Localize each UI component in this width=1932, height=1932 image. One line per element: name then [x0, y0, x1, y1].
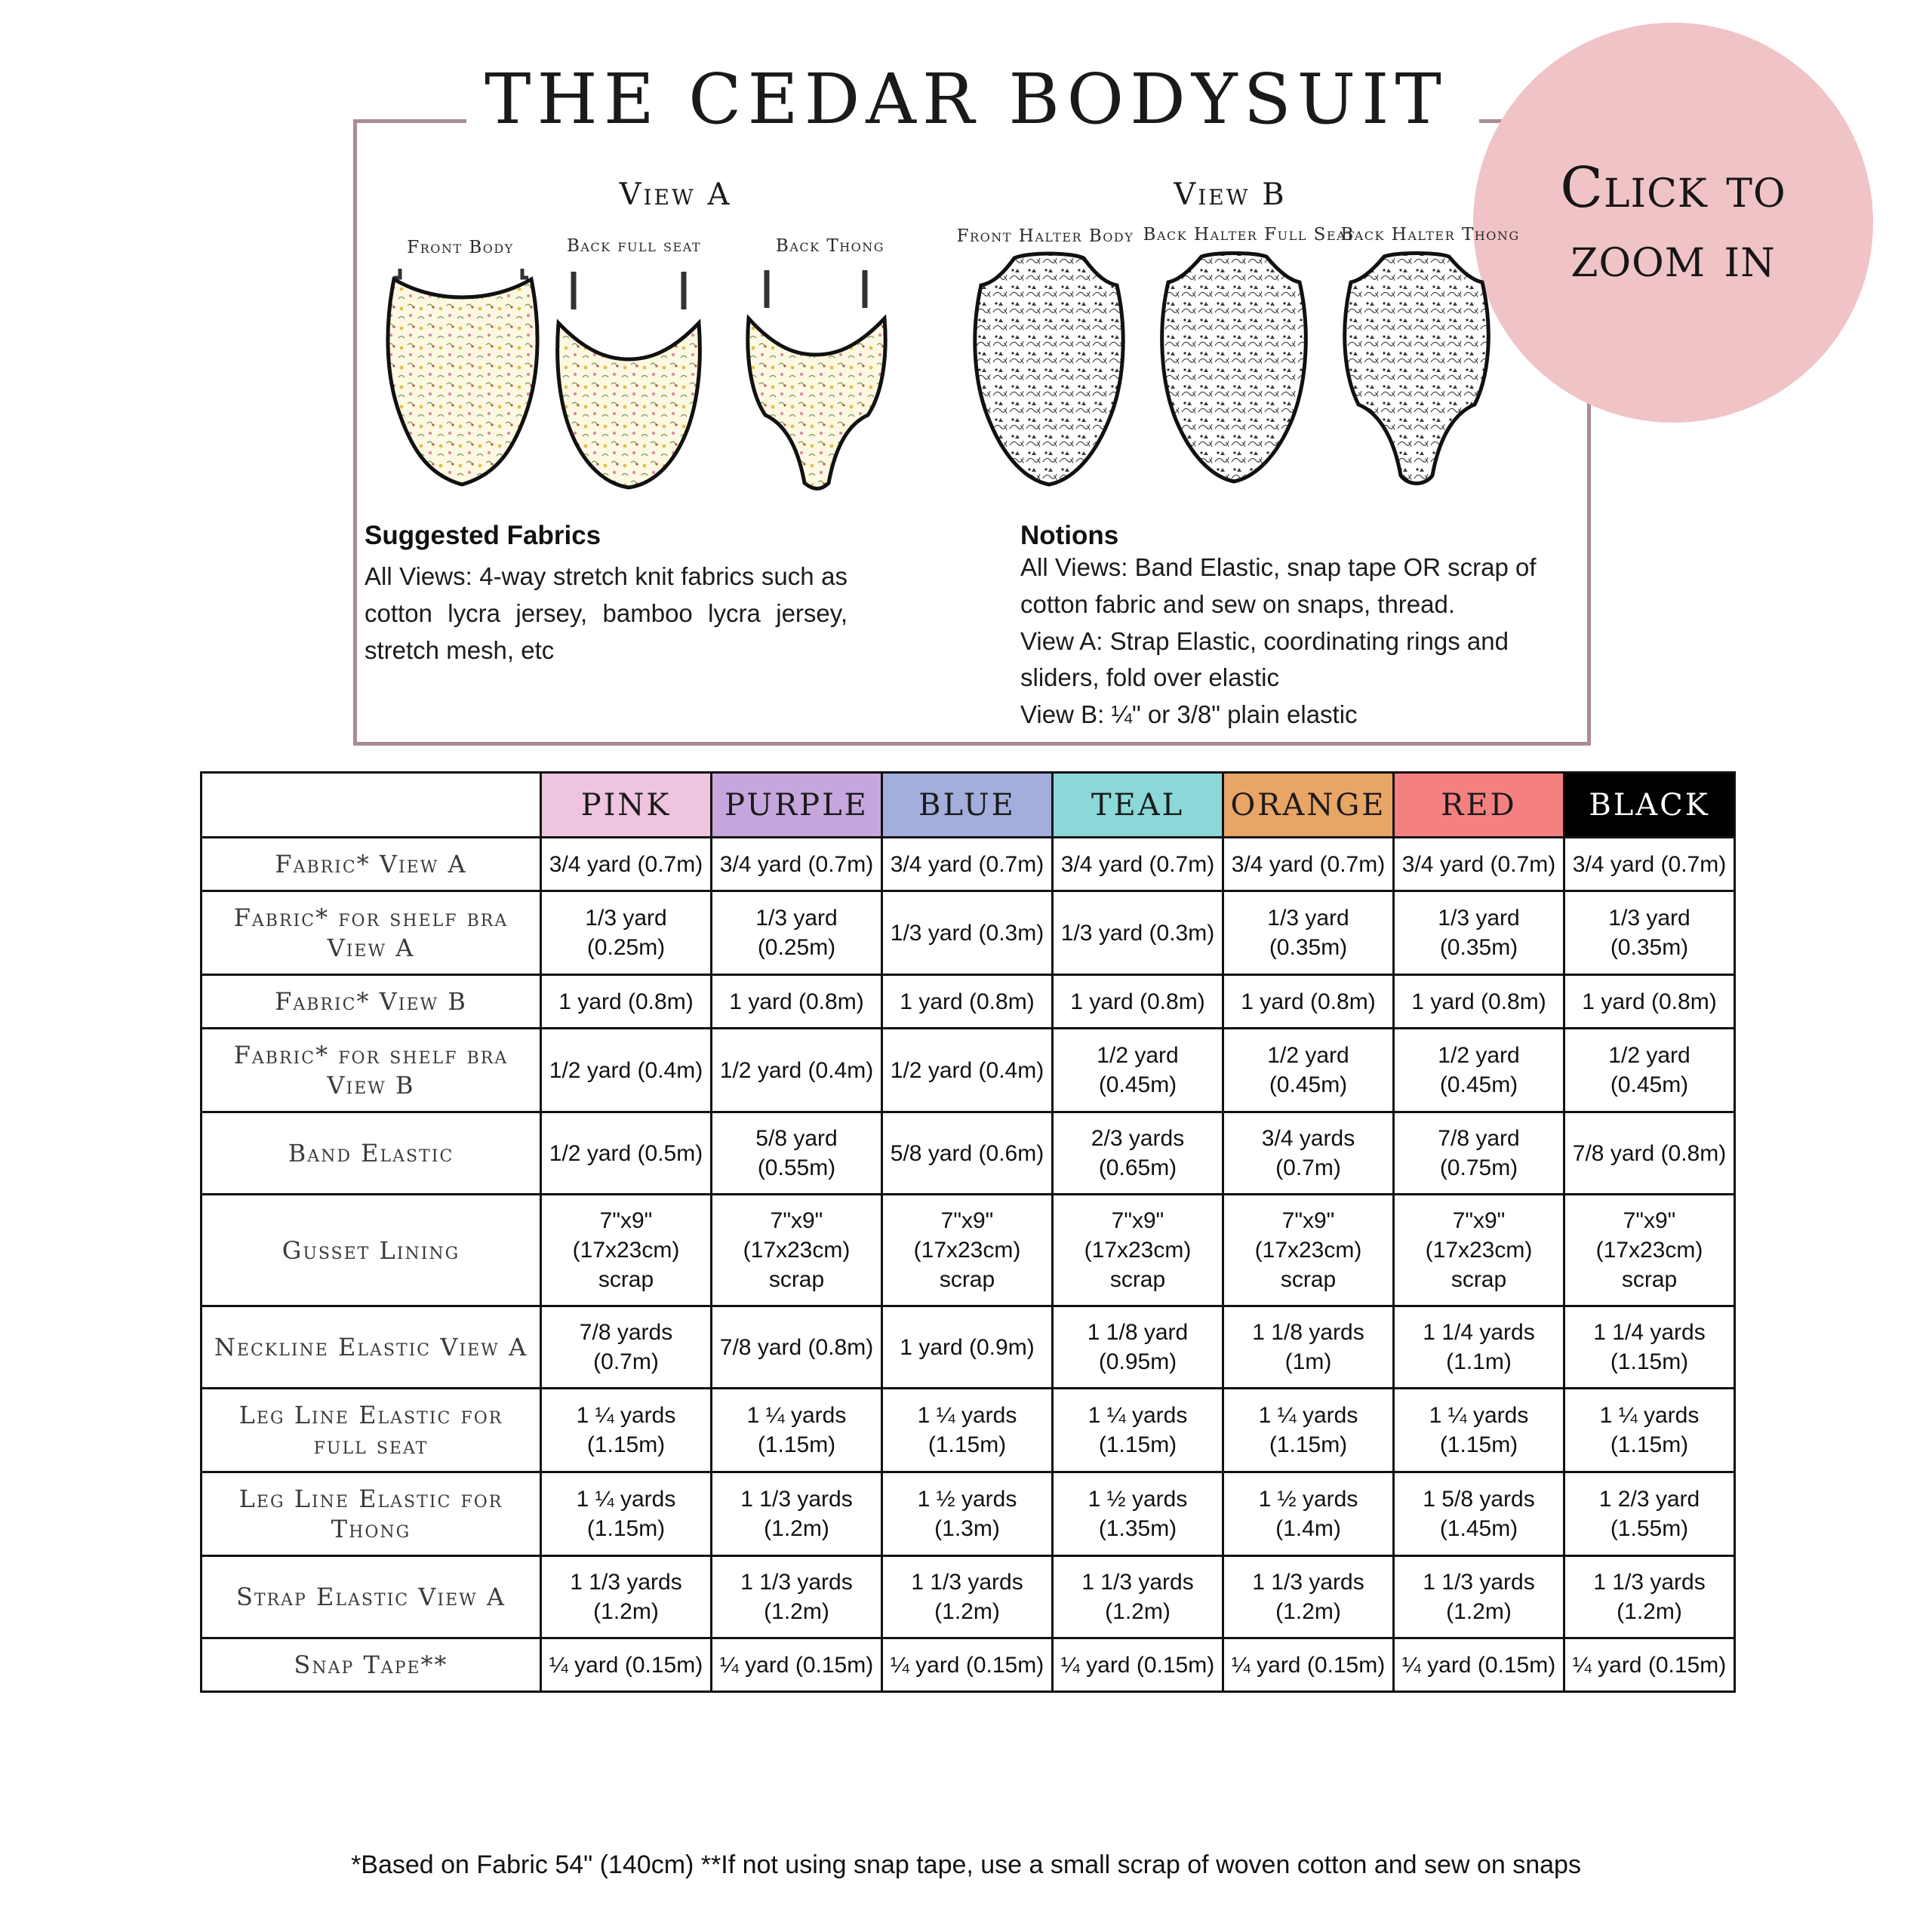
click-to-zoom-badge[interactable] [1473, 23, 1873, 423]
figure-label-back-halter-thong: Back Halter Thong [1340, 225, 1520, 245]
table-cell: 1/2 yard (0.45m) [1053, 1029, 1223, 1112]
table-row [202, 1638, 1735, 1692]
table-cell: 1 1/8 yard (0.95m) [1053, 1306, 1223, 1389]
table-cell: 1 ¼ yards (1.15m) [712, 1389, 882, 1472]
footnote: *Based on Fabric 54" (140cm) **If not using snap tape, use a small scrap of woven cotton and sew on snaps [351, 1850, 1581, 1879]
illustration-back-full-seat [542, 264, 715, 491]
table-cell: 5/8 yard (0.6m) [882, 1112, 1053, 1195]
table-cell: 1 yard (0.8m) [541, 975, 712, 1029]
row-header: Snap Tape** [202, 1638, 541, 1692]
table-cell: 1 ½ yards (1.3m) [882, 1472, 1053, 1556]
table-cell: 1 ½ yards (1.4m) [1223, 1472, 1394, 1556]
figure-label-back-full-seat: Back full seat [566, 236, 702, 256]
table-cell: 2/3 yards (0.65m) [1053, 1112, 1223, 1195]
table-cell: 7"x9" (17x23cm) scrap [1223, 1195, 1394, 1306]
row-header: Strap Elastic View A [202, 1556, 541, 1638]
table-cell: 1 yard (0.8m) [712, 975, 882, 1029]
table-cell: 3/4 yard (0.7m) [1053, 838, 1223, 891]
table-cell: 3/4 yard (0.7m) [882, 838, 1053, 891]
table-cell: 3/4 yard (0.7m) [1564, 838, 1735, 891]
notions-line-view-a: View A: Strap Elastic, coordinating rings and sliders, fold over elastic [1020, 626, 1509, 692]
table-cell: 1/3 yard (0.35m) [1564, 891, 1735, 975]
table-cell: 1 1/4 yards (1.1m) [1394, 1306, 1564, 1389]
table-cell: 1 yard (0.8m) [1053, 975, 1223, 1029]
column-header-pink: PINK [541, 773, 712, 838]
table-cell: 1 1/3 yards (1.2m) [1223, 1556, 1394, 1638]
table-cell: 1 5/8 yards (1.45m) [1394, 1472, 1564, 1556]
notions-heading: Notions [1020, 521, 1119, 550]
table-cell: 1/2 yard (0.4m) [882, 1029, 1053, 1112]
illustration-back-halter-thong [1330, 249, 1503, 491]
table-cell: 1/3 yard (0.3m) [1053, 891, 1223, 975]
figure-label-back-thong: Back Thong [775, 236, 885, 256]
table-cell: 7"x9" (17x23cm) scrap [1394, 1195, 1564, 1306]
table-cell: 1/2 yard (0.4m) [712, 1029, 882, 1112]
row-header: Neckline Elastic View A [202, 1306, 541, 1389]
row-header: Fabric* View A [202, 838, 541, 891]
table-row [202, 891, 1735, 975]
table-cell: 1/2 yard (0.45m) [1564, 1029, 1735, 1112]
column-header-orange: ORANGE [1223, 773, 1394, 838]
illustration-front-body [377, 264, 551, 491]
table-cell: 1/3 yard (0.35m) [1223, 891, 1394, 975]
table-row [202, 975, 1735, 1029]
row-header: Fabric* for shelf bra View B [202, 1029, 541, 1112]
table-cell: 1 ¼ yards (1.15m) [1053, 1389, 1223, 1472]
figure-label-back-halter-full-seat: Back Halter Full Seat [1143, 225, 1355, 245]
illustration-back-halter-full-seat [1147, 249, 1321, 491]
table-cell: 1 ¼ yards (1.15m) [1223, 1389, 1394, 1472]
table-cell: 7/8 yard (0.8m) [1564, 1112, 1735, 1195]
table-cell: 1 1/3 yards (1.2m) [712, 1472, 882, 1556]
notions-body [1020, 549, 1564, 734]
table-cell: 1 ¼ yards (1.15m) [541, 1389, 712, 1472]
table-cell: 1/3 yard (0.25m) [712, 891, 882, 975]
table-cell: 1 yard (0.8m) [1564, 975, 1735, 1029]
row-header: Leg Line Elastic for full seat [202, 1389, 541, 1472]
row-header: Fabric* View B [202, 975, 541, 1029]
table-cell: 1 ¼ yards (1.15m) [1564, 1389, 1735, 1472]
table-cell: 1/3 yard (0.3m) [882, 891, 1053, 975]
table-cell: 1 yard (0.8m) [882, 975, 1053, 1029]
notions-line-view-b: View B: ¼" or 3/8" plain elastic [1020, 700, 1358, 729]
column-header-black: BLACK [1564, 773, 1735, 838]
table-cell: 7"x9" (17x23cm) scrap [541, 1195, 712, 1306]
table-cell: 7/8 yards (0.7m) [541, 1306, 712, 1389]
table-cell: 3/4 yard (0.7m) [712, 838, 882, 891]
table-cell: 1 ¼ yards (1.15m) [882, 1389, 1053, 1472]
view-b-label: View B [1174, 177, 1287, 212]
table-cell: 1 1/3 yards (1.2m) [1394, 1556, 1564, 1638]
column-header-purple: PURPLE [712, 773, 882, 838]
table-cell: 7"x9" (17x23cm) scrap [1053, 1195, 1223, 1306]
requirements-table [200, 771, 1736, 1693]
table-cell: 1 ½ yards (1.35m) [1053, 1472, 1223, 1556]
table-cell: 3/4 yard (0.7m) [1394, 838, 1564, 891]
table-cell: 1/2 yard (0.4m) [541, 1029, 712, 1112]
column-header-teal: TEAL [1053, 773, 1223, 838]
table-cell: 7"x9" (17x23cm) scrap [882, 1195, 1053, 1306]
table-row [202, 1306, 1735, 1389]
row-header: Band Elastic [202, 1112, 541, 1195]
table-cell: 3/4 yard (0.7m) [1223, 838, 1394, 891]
table-cell: ¼ yard (0.15m) [1053, 1638, 1223, 1692]
suggested-fabrics-body: All Views: 4-way stretch knit fabrics such as cotton lycra jersey, bamboo lycra jersey, stretch mesh, etc [365, 562, 848, 664]
table-cell: 1/2 yard (0.5m) [541, 1112, 712, 1195]
table-cell: 1/2 yard (0.45m) [1223, 1029, 1394, 1112]
row-header: Leg Line Elastic for Thong [202, 1472, 541, 1556]
table-cell: 1 1/3 yards (1.2m) [882, 1556, 1053, 1638]
table-corner-cell [202, 773, 541, 838]
table-cell: 1 1/3 yards (1.2m) [541, 1556, 712, 1638]
table-cell: 1 yard (0.8m) [1394, 975, 1564, 1029]
table-cell: 1 ¼ yards (1.15m) [1394, 1389, 1564, 1472]
column-header-red: RED [1394, 773, 1564, 838]
table-cell: 7/8 yard (0.75m) [1394, 1112, 1564, 1195]
table-cell: 1/3 yard (0.35m) [1394, 891, 1564, 975]
table-cell: 1 yard (0.8m) [1223, 975, 1394, 1029]
table-cell: 1 yard (0.9m) [882, 1306, 1053, 1389]
table-row [202, 1112, 1735, 1195]
table-cell: 7/8 yard (0.8m) [712, 1306, 882, 1389]
column-header-blue: BLUE [882, 773, 1053, 838]
table-cell: 5/8 yard (0.55m) [712, 1112, 882, 1195]
click-to-zoom-label: Click to zoom in [1560, 155, 1786, 290]
table-cell: ¼ yard (0.15m) [882, 1638, 1053, 1692]
table-cell: 3/4 yard (0.7m) [541, 838, 712, 891]
notions-line-all-views: All Views: Band Elastic, snap tape OR scrap of cotton fabric and sew on snaps, thread. [1020, 553, 1537, 618]
table-cell: 1 1/3 yards (1.2m) [1564, 1556, 1735, 1638]
page-title: THE CEDAR BODYSUIT [485, 59, 1447, 140]
figure-label-front-halter-body: Front Halter Body [956, 226, 1134, 246]
illustration-back-thong [729, 264, 903, 491]
table-cell: 1 1/4 yards (1.15m) [1564, 1306, 1735, 1389]
table-cell: 1 2/3 yard (1.55m) [1564, 1472, 1735, 1556]
table-cell: 1/2 yard (0.45m) [1394, 1029, 1564, 1112]
table-row [202, 838, 1735, 891]
table-cell: 7"x9" (17x23cm) scrap [712, 1195, 882, 1306]
table-cell: 1/3 yard (0.25m) [541, 891, 712, 975]
table-row [202, 1195, 1735, 1306]
illustration-front-halter-body [958, 249, 1140, 491]
table-cell: 7"x9" (17x23cm) scrap [1564, 1195, 1735, 1306]
table-row [202, 1472, 1735, 1556]
row-header: Gusset Lining [202, 1195, 541, 1306]
figure-label-front-body: Front Body [407, 238, 514, 257]
table-cell: 1 ¼ yards (1.15m) [541, 1472, 712, 1556]
view-a-label: View A [619, 177, 732, 212]
table-cell: ¼ yard (0.15m) [541, 1638, 712, 1692]
table-cell: 1 1/3 yards (1.2m) [712, 1556, 882, 1638]
table-cell: 1 1/8 yards (1m) [1223, 1306, 1394, 1389]
table-cell: ¼ yard (0.15m) [1223, 1638, 1394, 1692]
row-header: Fabric* for shelf bra View A [202, 891, 541, 975]
suggested-fabrics-heading: Suggested Fabrics [365, 521, 601, 550]
table-header-row [202, 773, 1735, 838]
table-row [202, 1029, 1735, 1112]
table-cell: ¼ yard (0.15m) [1564, 1638, 1735, 1692]
table-row [202, 1556, 1735, 1638]
table-body [202, 838, 1735, 1692]
table-cell: ¼ yard (0.15m) [712, 1638, 882, 1692]
table-row [202, 1389, 1735, 1472]
table-cell: 3/4 yards (0.7m) [1223, 1112, 1394, 1195]
table-cell: ¼ yard (0.15m) [1394, 1638, 1564, 1692]
table-cell: 1 1/3 yards (1.2m) [1053, 1556, 1223, 1638]
